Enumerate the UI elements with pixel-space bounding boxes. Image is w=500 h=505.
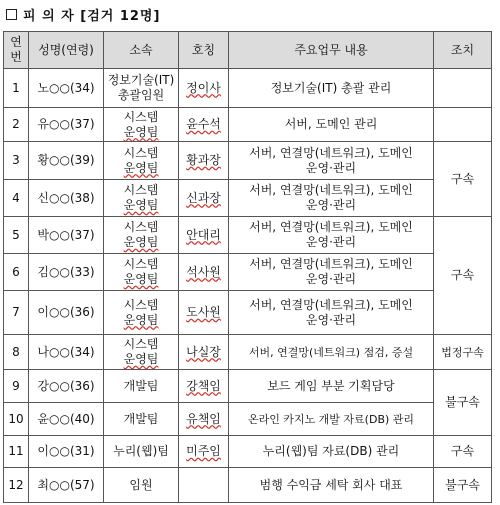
header-title: 호칭 xyxy=(179,32,229,69)
header-row xyxy=(4,32,492,69)
row-no: 8 xyxy=(4,335,29,370)
table-row xyxy=(4,370,492,403)
row-no: 11 xyxy=(4,436,29,468)
table-row xyxy=(4,436,492,468)
table-row xyxy=(4,142,492,180)
row-title: 유책임 xyxy=(179,403,229,436)
row-duty: 서버, 연결망(네트워크), 도메인 운영·관리 xyxy=(229,142,434,180)
row-dept: 개발팀 xyxy=(104,403,179,436)
row-action-empty xyxy=(434,69,492,108)
row-dept: 시스템 운영팀 xyxy=(104,142,179,180)
checkbox-icon xyxy=(6,9,17,20)
row-action: 구속 xyxy=(434,142,492,217)
row-dept: 시스템 운영팀 xyxy=(104,335,179,370)
row-title: 강책임 xyxy=(179,370,229,403)
row-duty: 서버, 연결망(네트워크), 도메인 운영·관리 xyxy=(229,217,434,254)
row-name: 박○○(37) xyxy=(29,217,104,254)
row-duty: 정보기술(IT) 총괄 관리 xyxy=(229,69,434,108)
header-name: 성명(연령) xyxy=(29,32,104,69)
row-dept: 누리(웹)팀 xyxy=(104,436,179,468)
row-name: 윤○○(40) xyxy=(29,403,104,436)
row-title: 황과장 xyxy=(179,142,229,180)
row-name: 김○○(33) xyxy=(29,254,104,291)
row-name: 이○○(31) xyxy=(29,436,104,468)
row-dept: 시스템 운영팀 xyxy=(104,254,179,291)
row-dept: 임원 xyxy=(104,468,179,503)
row-title: 나실장 xyxy=(179,335,229,370)
row-dept: 개발팀 xyxy=(104,370,179,403)
table-row xyxy=(4,180,492,217)
row-duty: 온라인 카지노 개발 자료(DB) 관리 xyxy=(229,403,434,436)
row-name: 노○○(34) xyxy=(29,69,104,108)
row-title: 석사원 xyxy=(179,254,229,291)
row-no: 9 xyxy=(4,370,29,403)
table-row xyxy=(4,468,492,503)
row-dept: 시스템 운영팀 xyxy=(104,180,179,217)
header-duty: 주요업무 내용 xyxy=(229,32,434,69)
row-duty: 서버, 도메인 관리 xyxy=(229,108,434,142)
row-no: 3 xyxy=(4,142,29,180)
row-duty: 서버, 연결망(네트워크), 도메인 운영·관리 xyxy=(229,180,434,217)
table-row xyxy=(4,254,492,291)
row-duty: 서버, 연결망(네트워크), 도메인 운영·관리 xyxy=(229,254,434,291)
table-row xyxy=(4,291,492,335)
row-name: 황○○(39) xyxy=(29,142,104,180)
row-title: 미주임 xyxy=(179,436,229,468)
row-name: 유○○(37) xyxy=(29,108,104,142)
row-action: 구속 xyxy=(434,217,492,335)
row-title xyxy=(179,468,229,503)
row-duty: 서버, 연결망(네트워크), 도메인 운영·관리 xyxy=(229,291,434,335)
row-no: 4 xyxy=(4,180,29,217)
row-dept: 시스템 운영팀 xyxy=(104,217,179,254)
row-duty: 서버, 연결망(네트워크) 점검, 증설 xyxy=(229,335,434,370)
heading-text: 피 의 자 [검거 12명] xyxy=(23,8,161,24)
row-no: 1 xyxy=(4,69,29,108)
row-title: 정이사 xyxy=(179,69,229,108)
row-dept: 정보기술(IT) 총괄임원 xyxy=(104,69,179,108)
header-dept: 소속 xyxy=(104,32,179,69)
row-name: 강○○(36) xyxy=(29,370,104,403)
row-action-empty xyxy=(434,108,492,142)
row-no: 7 xyxy=(4,291,29,335)
row-duty: 보드 게임 부분 기획담당 xyxy=(229,370,434,403)
row-duty: 누리(웹)팀 자료(DB) 관리 xyxy=(229,436,434,468)
table-row xyxy=(4,403,492,436)
row-no: 2 xyxy=(4,108,29,142)
table-row xyxy=(4,108,492,142)
header-no: 연 번 xyxy=(4,32,29,69)
table-row xyxy=(4,69,492,108)
row-name: 최○○(57) xyxy=(29,468,104,503)
row-title: 윤수석 xyxy=(179,108,229,142)
row-dept: 시스템 운영팀 xyxy=(104,291,179,335)
header-action: 조치 xyxy=(434,32,492,69)
row-no: 5 xyxy=(4,217,29,254)
suspects-table xyxy=(3,31,492,503)
row-action: 구속 xyxy=(434,436,492,468)
row-name: 나○○(34) xyxy=(29,335,104,370)
row-duty: 범행 수익금 세탁 회사 대표 xyxy=(229,468,434,503)
table-row xyxy=(4,217,492,254)
row-title: 신과장 xyxy=(179,180,229,217)
row-no: 12 xyxy=(4,468,29,503)
row-name: 이○○(36) xyxy=(29,291,104,335)
row-no: 6 xyxy=(4,254,29,291)
row-action: 불구속 xyxy=(434,468,492,503)
row-title: 안대리 xyxy=(179,217,229,254)
row-dept: 시스템 운영팀 xyxy=(104,108,179,142)
table-row xyxy=(4,335,492,370)
row-action: 불구속 xyxy=(434,370,492,436)
row-no: 10 xyxy=(4,403,29,436)
row-action: 법정구속 xyxy=(434,335,492,370)
row-title: 도사원 xyxy=(179,291,229,335)
row-name: 신○○(38) xyxy=(29,180,104,217)
document-heading xyxy=(6,4,160,24)
